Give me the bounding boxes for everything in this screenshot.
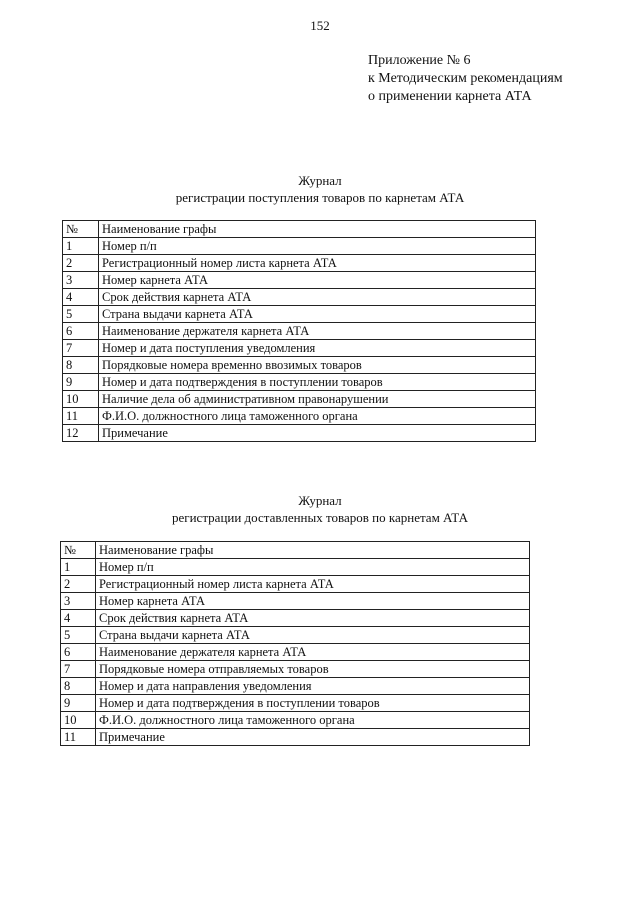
row-number: 2 (63, 255, 99, 272)
row-field-name: Наименование держателя карнета АТА (99, 323, 536, 340)
journal1-title-line-2: регистрации поступления товаров по карнетам АТА (175, 190, 465, 205)
row-field-name: Регистрационный номер листа карнета АТА (99, 255, 536, 272)
row-number: 6 (63, 323, 99, 340)
table-row (61, 576, 530, 593)
journal2-table (60, 541, 530, 746)
table-row (63, 238, 536, 255)
row-number: 3 (63, 272, 99, 289)
journal2-header-row (61, 542, 530, 559)
journal1-header-num: № (63, 221, 99, 238)
table-row (63, 391, 536, 408)
table-row (63, 323, 536, 340)
appendix-line-2: к Методическим рекомендациям (368, 71, 563, 86)
row-field-name: Ф.И.О. должностного лица таможенного органа (99, 408, 536, 425)
table-row (61, 593, 530, 610)
row-number: 6 (61, 644, 96, 661)
row-number: 8 (63, 357, 99, 374)
row-field-name: Номер и дата поступления уведомления (99, 340, 536, 357)
row-field-name: Номер карнета АТА (96, 593, 530, 610)
table-row (63, 289, 536, 306)
row-field-name: Примечание (96, 729, 530, 746)
journal1-header-name: Наименование графы (99, 221, 536, 238)
row-number: 3 (61, 593, 96, 610)
row-number: 5 (63, 306, 99, 323)
row-field-name: Наименование держателя карнета АТА (96, 644, 530, 661)
table-row (61, 644, 530, 661)
row-field-name: Порядковые номера отправляемых товаров (96, 661, 530, 678)
row-number: 7 (63, 340, 99, 357)
row-number: 10 (61, 712, 96, 729)
page-number: 152 (310, 18, 330, 33)
table-row (63, 340, 536, 357)
table-row (61, 610, 530, 627)
row-number: 9 (61, 695, 96, 712)
row-field-name: Примечание (99, 425, 536, 442)
journal2-title-line-1: Журнал (298, 493, 342, 508)
appendix-line-3: о применении карнета АТА (368, 89, 532, 104)
row-field-name: Номер п/п (96, 559, 530, 576)
table-row (63, 272, 536, 289)
table-row (63, 255, 536, 272)
row-number: 8 (61, 678, 96, 695)
journal2-title (0, 492, 640, 526)
journal1-header-row (63, 221, 536, 238)
row-number: 1 (61, 559, 96, 576)
row-number: 5 (61, 627, 96, 644)
appendix-note (368, 52, 563, 106)
row-number: 4 (63, 289, 99, 306)
table-row (63, 306, 536, 323)
row-number: 4 (61, 610, 96, 627)
row-field-name: Номер и дата подтверждения в поступлении товаров (96, 695, 530, 712)
row-number: 9 (63, 374, 99, 391)
journal2-header-name: Наименование графы (96, 542, 530, 559)
row-number: 11 (63, 408, 99, 425)
row-number: 11 (61, 729, 96, 746)
row-field-name: Страна выдачи карнета АТА (96, 627, 530, 644)
table-row (61, 559, 530, 576)
table-row (63, 357, 536, 374)
table-row (63, 408, 536, 425)
row-field-name: Ф.И.О. должностного лица таможенного органа (96, 712, 530, 729)
row-field-name: Срок действия карнета АТА (99, 289, 536, 306)
table-row (61, 627, 530, 644)
row-field-name: Номер и дата подтверждения в поступлении товаров (99, 374, 536, 391)
row-number: 2 (61, 576, 96, 593)
table-row (61, 695, 530, 712)
row-field-name: Номер карнета АТА (99, 272, 536, 289)
row-field-name: Номер и дата направления уведомления (96, 678, 530, 695)
row-number: 1 (63, 238, 99, 255)
journal2-title-line-2: регистрации доставленных товаров по карнетам АТА (172, 510, 468, 525)
table-row (61, 661, 530, 678)
row-number: 12 (63, 425, 99, 442)
journal1-title (0, 172, 640, 206)
table-row (61, 678, 530, 695)
appendix-line-1: Приложение № 6 (368, 53, 471, 68)
row-field-name: Страна выдачи карнета АТА (99, 306, 536, 323)
table-row (63, 425, 536, 442)
table-row (61, 712, 530, 729)
table-row (61, 729, 530, 746)
table-row (63, 374, 536, 391)
row-number: 10 (63, 391, 99, 408)
row-field-name: Наличие дела об административном правонарушении (99, 391, 536, 408)
row-field-name: Номер п/п (99, 238, 536, 255)
row-field-name: Регистрационный номер листа карнета АТА (96, 576, 530, 593)
journal2-header-num: № (61, 542, 96, 559)
row-field-name: Порядковые номера временно ввозимых товаров (99, 357, 536, 374)
row-field-name: Срок действия карнета АТА (96, 610, 530, 627)
journal1-table (62, 220, 536, 442)
journal1-title-line-1: Журнал (298, 173, 342, 188)
row-number: 7 (61, 661, 96, 678)
